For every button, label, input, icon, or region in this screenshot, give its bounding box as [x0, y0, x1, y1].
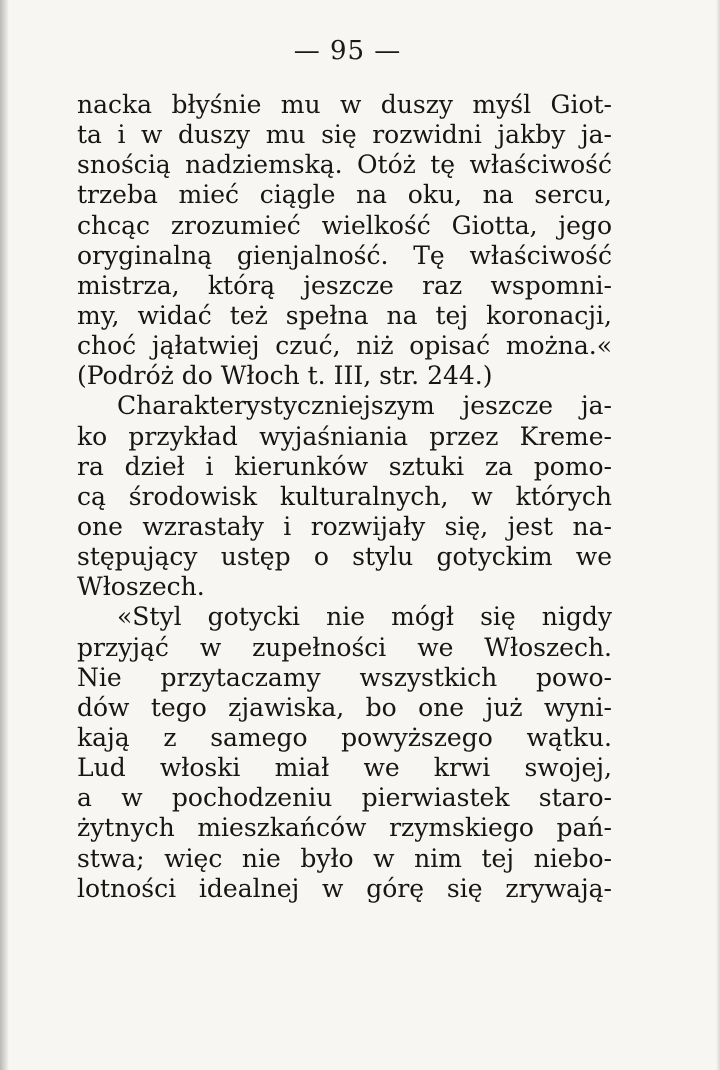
text-line: Nie przytaczamy wszystkich powo- — [77, 662, 612, 692]
text-line: «Styl gotycki nie mógł się nigdy — [117, 602, 612, 632]
text-line: przyjąć w zupełności we Włoszech. — [77, 632, 612, 662]
text-line: ta i w duszy mu się rozwidni jakby ja- — [77, 120, 612, 150]
text-line: cą środowisk kulturalnych, w których — [77, 481, 612, 511]
page-spine-shadow — [0, 0, 9, 1070]
text-line: żytnych mieszkańców rzymskiego pań- — [77, 813, 612, 843]
text-line: my, widać też spełna na tej koronacji, — [77, 300, 612, 330]
text-line: ko przykład wyjaśniania przez Kreme- — [77, 421, 612, 451]
text-line: chcąc zrozumieć wielkość Giotta, jego — [77, 210, 612, 240]
text-line: snością nadziemską. Otóż tę właściwość — [77, 150, 612, 180]
page-number: — 95 — — [293, 36, 402, 66]
text-line: a w pochodzeniu pierwiastek staro- — [77, 783, 612, 813]
text-line: Charakterystyczniejszym jeszcze ja- — [117, 391, 612, 421]
text-line: Włoszech. — [77, 572, 205, 602]
text-line: (Podróż do Włoch t. III, str. 244.) — [77, 361, 493, 391]
page-edge — [716, 0, 720, 1070]
text-line: lotności idealnej w górę się zrywają- — [77, 873, 612, 903]
text-line: oryginalną gienjalność. Tę właściwość — [77, 240, 612, 270]
text-line: Lud włoski miał we krwi swojej, — [77, 753, 612, 783]
text-line: stępujący ustęp o stylu gotyckim we — [77, 542, 612, 572]
text-line: stwa; więc nie było w nim tej niebo- — [77, 843, 612, 873]
text-line: trzeba mieć ciągle na oku, na sercu, — [77, 180, 612, 210]
text-line: kają z samego powyższego wątku. — [77, 722, 612, 752]
text-line: ra dzieł i kierunków sztuki za pomo- — [77, 451, 612, 481]
text-line: one wzrastały i rozwijały się, jest na- — [77, 511, 612, 541]
text-line: choć jąłatwiej czuć, niż opisać można.« — [77, 331, 612, 361]
text-line: mistrza, którą jeszcze raz wspomni- — [77, 270, 612, 300]
text-line: dów tego zjawiska, bo one już wyni- — [77, 692, 612, 722]
body-text — [77, 90, 612, 904]
text-line: nacka błyśnie mu w duszy myśl Giot- — [77, 90, 612, 119]
